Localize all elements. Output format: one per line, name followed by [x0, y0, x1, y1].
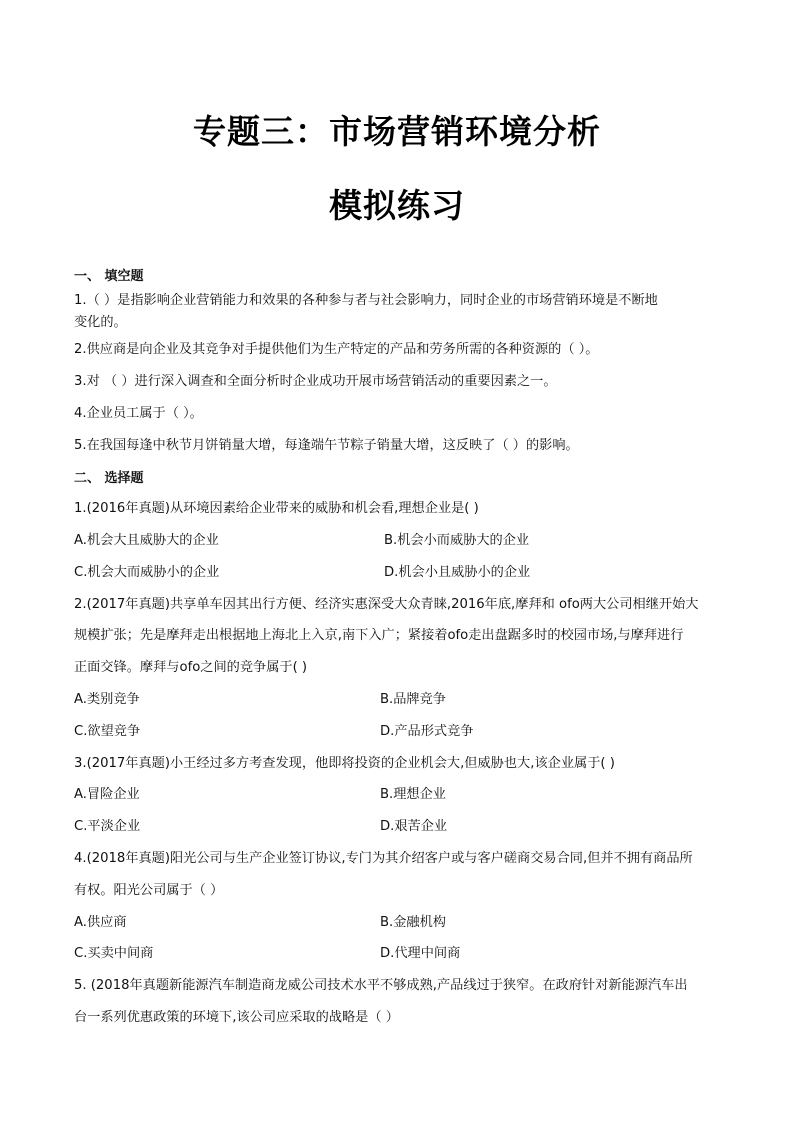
page-subtitle: 模拟练习	[329, 186, 465, 225]
option-b: B.机会小而威胁大的企业	[384, 533, 530, 548]
option-b: B.金融机构	[380, 915, 446, 930]
option-c: C.平淡企业	[74, 819, 141, 834]
option-d: D.艰苦企业	[380, 819, 448, 834]
question-stem: 4.(2018年真题)阳光公司与生产企业签订协议,专门为其介绍客户或与客户磋商交易合同,但并不拥有商品所	[74, 851, 693, 866]
question-stem: 有权。阳光公司属于（ ）	[74, 883, 224, 898]
question-stem: 1.(2016年真题)从环境因素给企业带来的威胁和机会看,理想企业是( )	[74, 501, 479, 516]
question-stem: 台一系列优惠政策的环境下,该公司应采取的战略是（ ）	[74, 1010, 399, 1025]
option-a: A.供应商	[74, 915, 127, 930]
option-b: B.理想企业	[380, 787, 446, 802]
question-stem: 5. (2018年真题新能源汽车制造商龙威公司技术水平不够成熟,产品线过于狭窄。在政府针对新能源汽车出	[74, 978, 688, 993]
question-stem: 2.(2017年真题)共享单车因其出行方便、经济实惠深受大众青睐,2016年底,摩拜和 ofo两大公司相继开始大	[74, 597, 699, 612]
option-c: C.机会大而威胁小的企业	[74, 565, 220, 580]
question-line: 1.（ ）是指影响企业营销能力和效果的各种参与者与社会影响力，同时企业的市场营销环境是不断地	[74, 293, 658, 308]
option-d: D.产品形式竞争	[380, 724, 474, 739]
option-a: A.机会大且威胁大的企业	[74, 533, 219, 548]
option-b: B.品牌竞争	[380, 692, 446, 707]
option-a: A.冒险企业	[74, 787, 140, 802]
option-c: C.买卖中间商	[74, 946, 154, 961]
option-d: D.代理中间商	[380, 946, 461, 961]
question-line: 5.在我国每逢中秋节月饼销量大增，每逢端午节粽子销量大增，这反映了（ ）的影响。	[74, 438, 579, 453]
option-a: A.类别竞争	[74, 692, 140, 707]
question-stem: 正面交锋。摩拜与ofo之间的竞争属于( )	[74, 660, 308, 675]
option-c: C.欲望竞争	[74, 724, 141, 739]
question-line: 变化的。	[74, 315, 127, 330]
question-line: 3.对 （ ）进行深入调查和全面分析时企业成功开展市场营销活动的重要因素之一。	[74, 374, 557, 389]
question-line: 4.企业员工属于（ ）。	[74, 406, 203, 421]
option-d: D.机会小且威胁小的企业	[384, 565, 531, 580]
section-heading-choice: 二、 选择题	[74, 471, 144, 486]
question-line: 2.供应商是向企业及其竞争对手提供他们为生产特定的产品和劳务所需的各种资源的（ ）。	[74, 342, 599, 357]
question-stem: 规模扩张；先是摩拜走出根据地上海北上入京,南下入广；紧接着ofo走出盘踞多时的校园市场,与摩拜进行	[74, 628, 684, 643]
page-title: 专题三：市场营销环境分析	[193, 112, 601, 151]
section-heading-fill-blank: 一、 填空题	[74, 269, 144, 284]
question-stem: 3.(2017年真题)小王经过多方考查发现，他即将投资的企业机会大,但威胁也大,该企业属于( )	[74, 756, 615, 771]
